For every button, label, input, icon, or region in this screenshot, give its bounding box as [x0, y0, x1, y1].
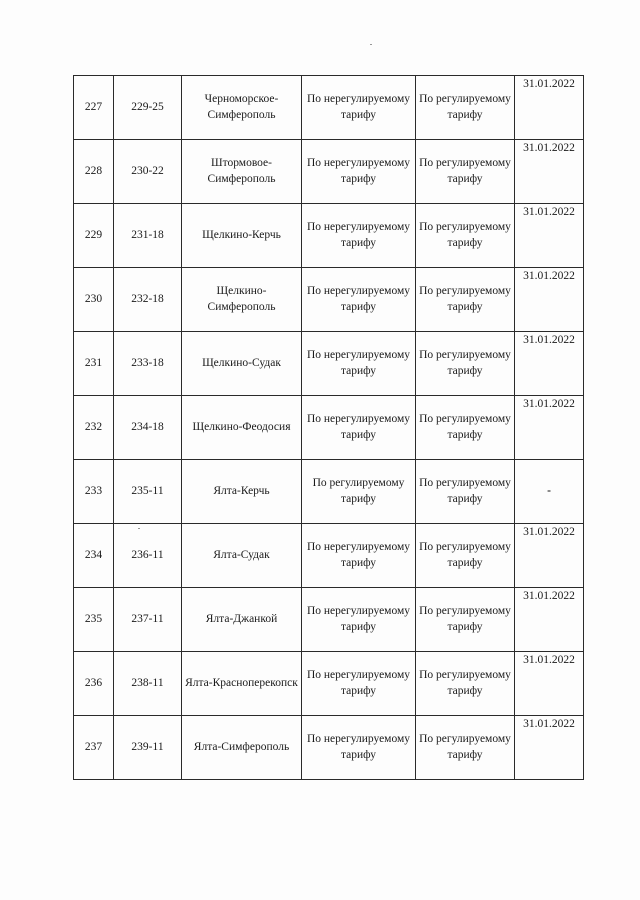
tariff-type-new: По регулируемому тарифу — [416, 524, 515, 588]
tariff-type: По нерегулируемому тарифу — [302, 716, 416, 780]
tariff-type-new: По регулируемому тарифу — [416, 332, 515, 396]
row-number: 227 — [74, 76, 114, 140]
table-row — [74, 652, 584, 716]
tariff-type-new: По регулируемому тарифу — [416, 140, 515, 204]
registration-number: 239-11 — [114, 716, 182, 780]
registration-number: 230-22 — [114, 140, 182, 204]
tariff-type-new: По регулируемому тарифу — [416, 588, 515, 652]
registration-number: 237-11 — [114, 588, 182, 652]
tariff-type: По нерегулируемому тарифу — [302, 332, 416, 396]
tariff-type: По нерегулируемому тарифу — [302, 140, 416, 204]
scan-speck — [370, 44, 372, 45]
tariff-type-new: По регулируемому тарифу — [416, 204, 515, 268]
tariff-type-new: По регулируемому тарифу — [416, 268, 515, 332]
table-row — [74, 140, 584, 204]
tariff-type: По нерегулируемому тарифу — [302, 76, 416, 140]
change-date: 31.01.2022 — [515, 332, 584, 396]
table-row — [74, 716, 584, 780]
change-date: 31.01.2022 — [515, 652, 584, 716]
registration-number: 233-18 — [114, 332, 182, 396]
row-number: 233 — [74, 460, 114, 524]
registration-number: 235-11 — [114, 460, 182, 524]
registration-number: 234-18 — [114, 396, 182, 460]
change-date: - — [515, 460, 584, 524]
tariff-type: По нерегулируемому тарифу — [302, 652, 416, 716]
tariff-type-new: По регулируемому тарифу — [416, 76, 515, 140]
registration-number: 231-18 — [114, 204, 182, 268]
route-name: Черноморское-Симферополь — [182, 76, 302, 140]
table-row — [74, 204, 584, 268]
row-number: 229 — [74, 204, 114, 268]
change-date: 31.01.2022 — [515, 140, 584, 204]
tariff-type: По регулируемому тарифу — [302, 460, 416, 524]
tariff-type: По нерегулируемому тарифу — [302, 588, 416, 652]
route-name: Штормовое-Симферополь — [182, 140, 302, 204]
registration-number: 236-11 — [114, 524, 182, 588]
change-date: 31.01.2022 — [515, 524, 584, 588]
table-row — [74, 460, 584, 524]
routes-table-body — [74, 76, 584, 780]
tariff-type: По нерегулируемому тарифу — [302, 396, 416, 460]
tariff-type: По нерегулируемому тарифу — [302, 204, 416, 268]
change-date: 31.01.2022 — [515, 204, 584, 268]
table-row — [74, 332, 584, 396]
route-name: Ялта-Судак — [182, 524, 302, 588]
change-date: 31.01.2022 — [515, 76, 584, 140]
tariff-type: По нерегулируемому тарифу — [302, 268, 416, 332]
row-number: 231 — [74, 332, 114, 396]
route-name: Ялта-Красноперекопск — [182, 652, 302, 716]
tariff-type-new: По регулируемому тарифу — [416, 716, 515, 780]
table-row — [74, 396, 584, 460]
registration-number: 229-25 — [114, 76, 182, 140]
row-number: 235 — [74, 588, 114, 652]
tariff-type-new: По регулируемому тарифу — [416, 396, 515, 460]
row-number: 236 — [74, 652, 114, 716]
route-name: Ялта-Керчь — [182, 460, 302, 524]
registration-number: 232-18 — [114, 268, 182, 332]
route-name: Щелкино-Симферополь — [182, 268, 302, 332]
tariff-type-new: По регулируемому тарифу — [416, 460, 515, 524]
route-name: Щелкино-Феодосия — [182, 396, 302, 460]
registration-number: 238-11 — [114, 652, 182, 716]
row-number: 237 — [74, 716, 114, 780]
row-number: 234 — [74, 524, 114, 588]
change-date: 31.01.2022 — [515, 396, 584, 460]
route-name: Щелкино-Судак — [182, 332, 302, 396]
change-date: 31.01.2022 — [515, 268, 584, 332]
table-row — [74, 76, 584, 140]
change-date: 31.01.2022 — [515, 588, 584, 652]
tariff-type: По нерегулируемому тарифу — [302, 524, 416, 588]
table-row — [74, 524, 584, 588]
routes-table — [73, 75, 584, 780]
tariff-type-new: По регулируемому тарифу — [416, 652, 515, 716]
route-name: Ялта-Джанкой — [182, 588, 302, 652]
change-date: 31.01.2022 — [515, 716, 584, 780]
route-name: Ялта-Симферополь — [182, 716, 302, 780]
row-number: 230 — [74, 268, 114, 332]
row-number: 232 — [74, 396, 114, 460]
table-row — [74, 588, 584, 652]
row-number: 228 — [74, 140, 114, 204]
route-name: Щелкино-Керчь — [182, 204, 302, 268]
table-row — [74, 268, 584, 332]
